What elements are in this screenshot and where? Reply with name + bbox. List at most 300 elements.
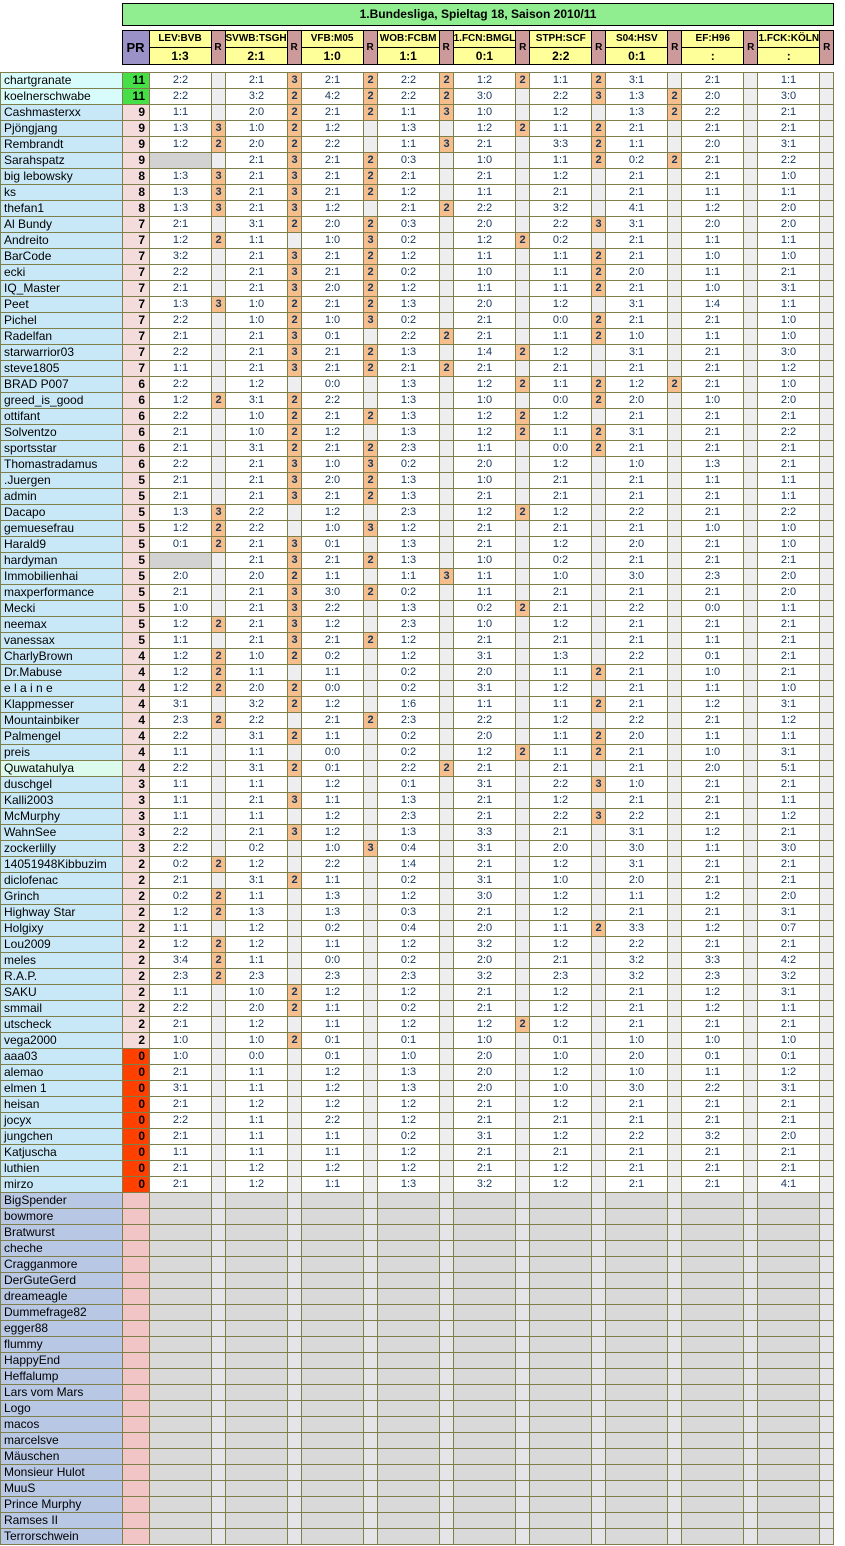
tip-cell: 2:0 <box>606 1049 668 1065</box>
match-points-cell <box>440 1225 454 1241</box>
match-points-cell <box>440 617 454 633</box>
tip-cell: 2:1 <box>454 521 516 537</box>
tip-cell: 1:2 <box>530 985 592 1001</box>
match-points-cell <box>820 409 834 425</box>
tip-cell <box>150 1497 212 1513</box>
match-points-cell <box>592 105 606 121</box>
tip-cell: 2:2 <box>606 809 668 825</box>
match-points-cell <box>744 825 758 841</box>
match-points-cell <box>820 633 834 649</box>
pr-points-cell <box>123 1305 150 1321</box>
match-points-cell <box>592 1145 606 1161</box>
match-points-cell <box>288 1465 302 1481</box>
inactive-player-row <box>1 1401 834 1417</box>
tip-cell <box>378 1337 440 1353</box>
tip-cell: 2:2 <box>606 713 668 729</box>
tip-cell: 2:3 <box>226 969 288 985</box>
tip-cell: 2:1 <box>454 905 516 921</box>
tip-cell: 1:0 <box>226 1033 288 1049</box>
player-row <box>1 1177 834 1193</box>
match-points-cell <box>668 905 682 921</box>
match-points-cell <box>212 1529 226 1545</box>
tip-cell: 2:1 <box>226 153 288 169</box>
tip-cell: 1:1 <box>758 1001 820 1017</box>
tip-cell: 2:2 <box>758 505 820 521</box>
tip-cell <box>454 1513 516 1529</box>
match-points-cell <box>820 953 834 969</box>
match-points-cell <box>668 185 682 201</box>
match-points-cell <box>820 921 834 937</box>
player-row <box>1 873 834 889</box>
player-name-cell: Pjöngjang <box>1 121 123 137</box>
tip-cell: 3:1 <box>226 441 288 457</box>
match-points-cell: 2 <box>668 105 682 121</box>
match-points-cell <box>668 1337 682 1353</box>
tip-cell: 2:1 <box>682 409 744 425</box>
tip-cell <box>226 1465 288 1481</box>
match-points-cell <box>668 1129 682 1145</box>
points-header: R <box>592 31 606 65</box>
match-points-cell <box>820 937 834 953</box>
tip-cell: 2:2 <box>302 1113 364 1129</box>
tip-cell <box>530 1369 592 1385</box>
tip-cell: 3:2 <box>150 249 212 265</box>
match-points-cell <box>592 233 606 249</box>
match-name: SVWB:TSGH <box>226 31 287 48</box>
tip-cell: 3:1 <box>606 297 668 313</box>
match-points-cell <box>820 457 834 473</box>
tip-cell: 1:2 <box>150 233 212 249</box>
tip-cell <box>682 1417 744 1433</box>
pr-points-cell: 2 <box>123 1033 150 1049</box>
match-points-cell <box>820 697 834 713</box>
tip-cell <box>682 1289 744 1305</box>
match-points-cell: 2 <box>668 153 682 169</box>
tip-cell: 1:0 <box>150 1049 212 1065</box>
match-points-cell <box>744 105 758 121</box>
tip-cell <box>454 1289 516 1305</box>
match-points-cell: 3 <box>440 569 454 585</box>
tip-cell: 2:1 <box>150 1097 212 1113</box>
match-points-cell <box>516 889 530 905</box>
tip-cell <box>378 1481 440 1497</box>
player-name-cell: Solventzo <box>1 425 123 441</box>
match-points-cell <box>440 1177 454 1193</box>
tip-cell: 1:2 <box>530 505 592 521</box>
tip-cell: 1:2 <box>682 1001 744 1017</box>
match-points-cell <box>364 825 378 841</box>
tip-cell <box>150 1529 212 1545</box>
tip-cell <box>606 1257 668 1273</box>
player-name-cell: DerGuteGerd <box>1 1273 123 1289</box>
tip-cell <box>150 1305 212 1321</box>
tip-cell: 2:1 <box>606 441 668 457</box>
player-row <box>1 681 834 697</box>
tip-cell: 1:2 <box>226 1177 288 1193</box>
match-points-cell <box>212 633 226 649</box>
tip-cell: 0:2 <box>302 921 364 937</box>
tip-cell: 2:2 <box>150 825 212 841</box>
tip-cell: 1:4 <box>454 345 516 361</box>
tip-cell: 1:0 <box>606 777 668 793</box>
match-points-cell <box>744 1257 758 1273</box>
tip-cell: 1:1 <box>302 729 364 745</box>
tip-cell: 0:2 <box>378 233 440 249</box>
tip-cell: 3:0 <box>454 889 516 905</box>
tip-cell: 1:1 <box>226 233 288 249</box>
player-row <box>1 217 834 233</box>
match-points-cell <box>440 937 454 953</box>
tip-cell: 2:1 <box>454 361 516 377</box>
match-points-cell <box>592 1321 606 1337</box>
tip-cell: 2:0 <box>606 729 668 745</box>
tip-cell: 2:1 <box>454 537 516 553</box>
tip-cell: 2:1 <box>226 489 288 505</box>
tip-cell: 3:2 <box>682 1129 744 1145</box>
match-points-cell <box>440 1337 454 1353</box>
tip-cell: 2:1 <box>226 249 288 265</box>
tip-cell: 1:3 <box>302 889 364 905</box>
tip-cell: 1:2 <box>454 505 516 521</box>
tip-cell: 1:2 <box>378 249 440 265</box>
tip-cell: 0:1 <box>758 1049 820 1065</box>
match-points-cell: 2 <box>364 489 378 505</box>
tip-cell <box>530 1321 592 1337</box>
tip-cell: 1:3 <box>378 345 440 361</box>
inactive-player-row <box>1 1321 834 1337</box>
tip-cell: 1:3 <box>378 393 440 409</box>
tip-cell <box>378 1193 440 1209</box>
match-points-cell: 2 <box>592 121 606 137</box>
tip-cell <box>682 1513 744 1529</box>
tip-cell <box>606 1305 668 1321</box>
match-points-cell <box>212 153 226 169</box>
tip-cell: 3:2 <box>226 89 288 105</box>
tip-cell: 2:0 <box>226 569 288 585</box>
tip-cell: 1:0 <box>302 233 364 249</box>
match-points-cell: 2 <box>212 713 226 729</box>
match-points-cell <box>820 1417 834 1433</box>
tip-cell <box>302 1337 364 1353</box>
match-points-cell <box>820 1529 834 1545</box>
tip-cell <box>226 1369 288 1385</box>
match-points-cell <box>668 1193 682 1209</box>
match-points-cell <box>592 1241 606 1257</box>
tip-cell: 1:0 <box>758 329 820 345</box>
tip-cell: 2:1 <box>606 473 668 489</box>
tip-cell <box>530 1225 592 1241</box>
player-name-cell: elmen 1 <box>1 1081 123 1097</box>
player-name-cell: Logo <box>1 1401 123 1417</box>
tip-cell <box>682 1449 744 1465</box>
match-points-cell <box>440 393 454 409</box>
pr-points-cell: 11 <box>123 73 150 89</box>
match-points-cell: 2 <box>516 233 530 249</box>
tip-cell: 1:1 <box>378 105 440 121</box>
player-name-cell: jocyx <box>1 1113 123 1129</box>
match-points-cell <box>744 1401 758 1417</box>
player-name-cell: ks <box>1 185 123 201</box>
tip-cell <box>530 1289 592 1305</box>
match-points-cell <box>668 1289 682 1305</box>
tip-cell: 0:2 <box>530 233 592 249</box>
tip-cell: 1:0 <box>226 985 288 1001</box>
tip-cell: 2:2 <box>682 105 744 121</box>
tip-cell <box>302 1465 364 1481</box>
tip-cell <box>682 1481 744 1497</box>
tip-cell <box>302 1353 364 1369</box>
tip-cell <box>454 1481 516 1497</box>
match-points-cell: 2 <box>288 89 302 105</box>
match-points-cell <box>364 1369 378 1385</box>
match-points-cell <box>820 1257 834 1273</box>
tip-cell: 1:0 <box>682 281 744 297</box>
player-name-cell: ecki <box>1 265 123 281</box>
match-points-cell <box>288 889 302 905</box>
player-name-cell: hardyman <box>1 553 123 569</box>
match-points-cell <box>516 953 530 969</box>
tip-cell: 2:2 <box>302 601 364 617</box>
tip-cell: 0:1 <box>530 1033 592 1049</box>
tip-cell <box>302 1209 364 1225</box>
match-points-cell <box>744 505 758 521</box>
match-points-cell: 3 <box>592 809 606 825</box>
tip-cell: 1:2 <box>682 825 744 841</box>
match-points-cell <box>440 777 454 793</box>
tip-cell: 2:1 <box>758 1113 820 1129</box>
tip-cell: 2:1 <box>302 713 364 729</box>
match-points-cell <box>364 1161 378 1177</box>
pr-points-cell <box>123 1369 150 1385</box>
match-points-cell: 3 <box>592 777 606 793</box>
tip-cell: 2:0 <box>606 873 668 889</box>
pr-points-cell: 4 <box>123 681 150 697</box>
match-points-cell: 2 <box>288 729 302 745</box>
tip-cell: 0:1 <box>378 777 440 793</box>
match-points-cell: 2 <box>212 137 226 153</box>
tip-cell <box>150 1289 212 1305</box>
tip-cell <box>682 1321 744 1337</box>
match-points-cell <box>516 1449 530 1465</box>
tip-cell: 1:1 <box>530 921 592 937</box>
tip-cell: 1:2 <box>454 73 516 89</box>
match-points-cell <box>820 569 834 585</box>
player-name-cell: McMurphy <box>1 809 123 825</box>
match-points-cell <box>364 1225 378 1241</box>
match-points-cell <box>440 1385 454 1401</box>
match-points-cell: 2 <box>516 345 530 361</box>
match-points-cell <box>744 681 758 697</box>
tip-cell: 1:2 <box>302 201 364 217</box>
match-points-cell <box>820 377 834 393</box>
tip-cell: 1:2 <box>530 937 592 953</box>
tip-cell: 1:1 <box>530 121 592 137</box>
tip-cell: 2:1 <box>454 1001 516 1017</box>
match-points-cell <box>440 953 454 969</box>
match-points-cell <box>744 617 758 633</box>
tip-cell: 2:1 <box>758 777 820 793</box>
tip-cell: 1:2 <box>758 809 820 825</box>
match-points-cell <box>592 1497 606 1513</box>
match-points-cell <box>212 1257 226 1273</box>
tip-cell <box>454 1401 516 1417</box>
tip-cell: 1:2 <box>302 505 364 521</box>
tip-cell: 3:1 <box>758 697 820 713</box>
match-points-cell <box>212 1401 226 1417</box>
match-name: LEV:BVB <box>150 31 211 48</box>
player-name-cell: thefan1 <box>1 201 123 217</box>
match-points-cell <box>440 1481 454 1497</box>
tip-cell <box>226 1273 288 1289</box>
match-points-cell <box>516 713 530 729</box>
tip-cell: 1:2 <box>226 1097 288 1113</box>
player-row <box>1 169 834 185</box>
tip-cell: 1:1 <box>150 793 212 809</box>
match-points-cell <box>668 1177 682 1193</box>
tip-cell <box>530 1513 592 1529</box>
tip-cell: 3:1 <box>606 857 668 873</box>
match-points-cell <box>744 1449 758 1465</box>
tip-cell: 2:1 <box>682 537 744 553</box>
match-points-cell <box>516 697 530 713</box>
pr-points-cell: 7 <box>123 265 150 281</box>
tip-cell: 2:2 <box>758 425 820 441</box>
match-points-cell: 3 <box>288 73 302 89</box>
match-points-cell: 2 <box>592 697 606 713</box>
tip-cell: 2:1 <box>682 937 744 953</box>
pr-points-cell: 0 <box>123 1081 150 1097</box>
match-points-cell <box>364 1017 378 1033</box>
match-points-cell <box>364 1513 378 1529</box>
player-name-cell: Radelfan <box>1 329 123 345</box>
match-points-cell <box>440 921 454 937</box>
tip-cell <box>302 1305 364 1321</box>
match-points-cell <box>212 1097 226 1113</box>
match-points-cell <box>364 761 378 777</box>
tip-cell: 1:2 <box>530 169 592 185</box>
match-points-cell <box>820 601 834 617</box>
tip-cell <box>758 1193 820 1209</box>
pr-points-cell: 0 <box>123 1177 150 1193</box>
match-points-cell: 2 <box>288 1001 302 1017</box>
tip-cell: 2:1 <box>682 425 744 441</box>
tip-cell: 0:2 <box>378 745 440 761</box>
match-points-cell <box>440 633 454 649</box>
match-points-cell <box>820 89 834 105</box>
tip-cell: 2:1 <box>606 281 668 297</box>
match-points-cell: 2 <box>516 745 530 761</box>
tip-cell: 1:3 <box>226 905 288 921</box>
match-points-cell: 2 <box>592 425 606 441</box>
tip-cell <box>454 1353 516 1369</box>
tip-cell: 2:1 <box>606 409 668 425</box>
player-row <box>1 761 834 777</box>
match-points-cell: 3 <box>364 313 378 329</box>
match-points-cell <box>820 297 834 313</box>
match-points-cell <box>820 393 834 409</box>
tip-cell <box>530 1241 592 1257</box>
tip-cell <box>378 1465 440 1481</box>
tip-cell: 1:3 <box>606 89 668 105</box>
match-header <box>530 31 592 65</box>
player-name-cell: BarCode <box>1 249 123 265</box>
match-points-cell <box>516 185 530 201</box>
tip-cell: 2:0 <box>302 281 364 297</box>
match-points-cell <box>364 1417 378 1433</box>
tip-cell: 1:2 <box>150 393 212 409</box>
pr-points-cell: 5 <box>123 553 150 569</box>
match-points-cell: 2 <box>288 137 302 153</box>
match-points-cell <box>592 1337 606 1353</box>
match-points-cell <box>212 793 226 809</box>
match-name: S04:HSV <box>606 31 667 48</box>
tip-cell <box>758 1241 820 1257</box>
tip-cell: 0:2 <box>606 153 668 169</box>
pr-points-cell: 7 <box>123 329 150 345</box>
tip-cell <box>758 1449 820 1465</box>
tip-cell: 2:2 <box>150 761 212 777</box>
tip-cell: 1:0 <box>682 249 744 265</box>
match-points-cell <box>744 1033 758 1049</box>
match-points-cell <box>364 1209 378 1225</box>
pr-points-cell <box>123 1289 150 1305</box>
tip-cell <box>150 1449 212 1465</box>
match-points-cell: 2 <box>288 121 302 137</box>
tip-cell: 3:1 <box>758 905 820 921</box>
match-points-cell <box>516 585 530 601</box>
match-points-cell <box>212 1161 226 1177</box>
player-row <box>1 585 834 601</box>
pr-points-cell: 7 <box>123 297 150 313</box>
match-points-cell <box>288 1209 302 1225</box>
tip-cell: 2:3 <box>378 809 440 825</box>
match-points-cell <box>212 777 226 793</box>
match-points-cell <box>820 665 834 681</box>
pr-points-cell: 2 <box>123 873 150 889</box>
player-name-cell: Thomastradamus <box>1 457 123 473</box>
match-points-cell <box>744 425 758 441</box>
tip-cell: 2:0 <box>226 137 288 153</box>
match-points-cell <box>668 329 682 345</box>
match-name: WOB:FCBM <box>378 31 439 48</box>
tip-cell <box>150 1337 212 1353</box>
tip-cell: 2:1 <box>454 1145 516 1161</box>
match-points-cell <box>288 1385 302 1401</box>
tip-cell: 1:2 <box>530 457 592 473</box>
tip-cell: 1:2 <box>378 185 440 201</box>
tip-cell: 2:2 <box>150 409 212 425</box>
tip-cell: 2:1 <box>378 361 440 377</box>
match-points-cell <box>592 1065 606 1081</box>
match-points-cell <box>668 425 682 441</box>
match-points-cell <box>820 1385 834 1401</box>
match-points-cell: 3 <box>288 793 302 809</box>
tip-cell: 1:0 <box>454 105 516 121</box>
tip-cell: 1:3 <box>378 1177 440 1193</box>
match-points-cell: 3 <box>288 169 302 185</box>
match-points-cell <box>744 1049 758 1065</box>
match-points-cell <box>440 1209 454 1225</box>
tip-cell: 1:0 <box>302 841 364 857</box>
tip-cell: 0:0 <box>226 1049 288 1065</box>
tip-cell: 1:4 <box>378 857 440 873</box>
tip-cell <box>530 1209 592 1225</box>
tip-cell: 1:2 <box>150 665 212 681</box>
match-points-cell <box>820 73 834 89</box>
tip-cell: 2:3 <box>150 969 212 985</box>
match-points-cell <box>364 1193 378 1209</box>
tip-cell: 1:2 <box>378 1017 440 1033</box>
